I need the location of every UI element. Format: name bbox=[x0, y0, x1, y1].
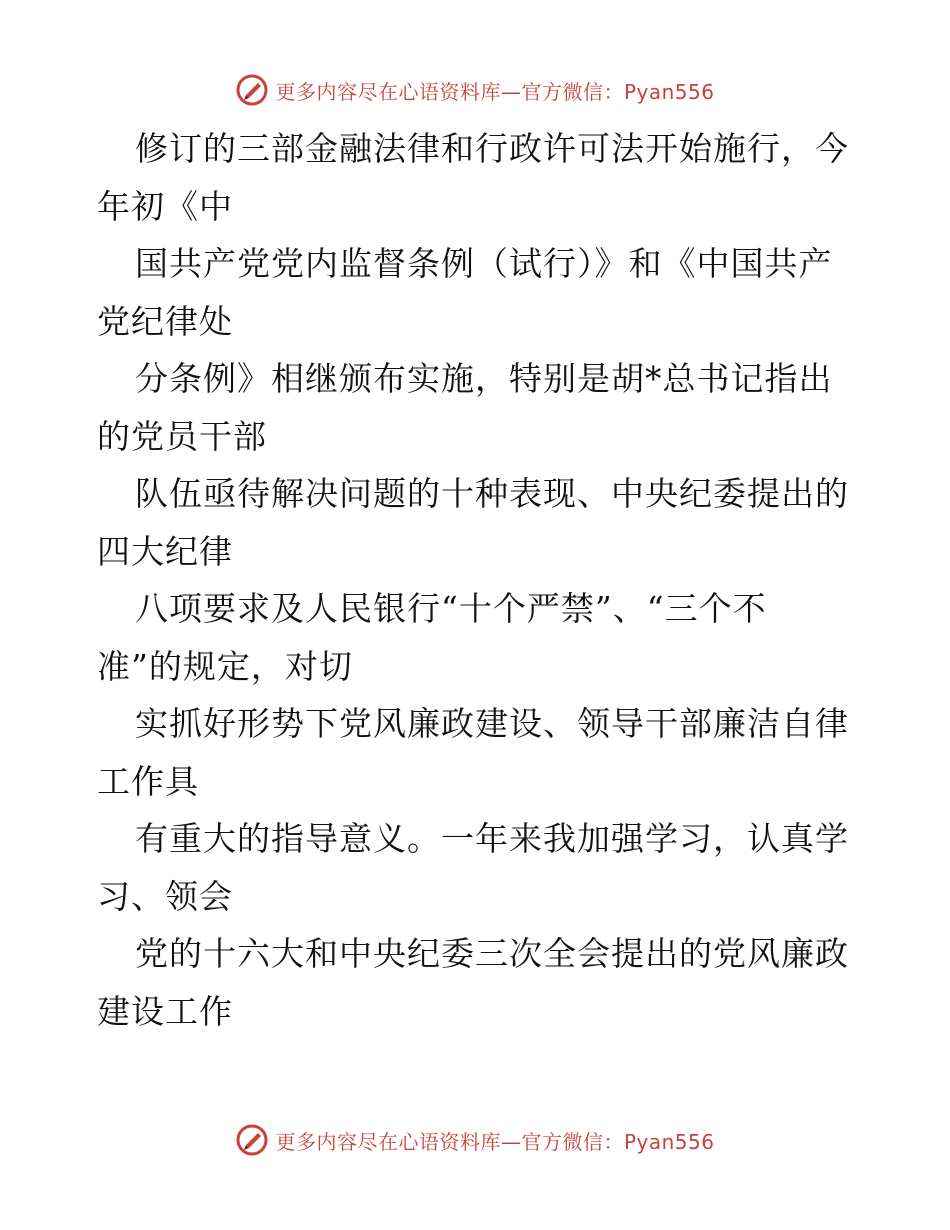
text-line: 队伍亟待解决问题的十种表现、中央纪委提出的 bbox=[135, 474, 849, 513]
banner-text: 更多内容尽在心语资料库—官方微信：Pyan556 bbox=[275, 79, 715, 104]
text-line: 年初《中 bbox=[97, 186, 233, 226]
text-line: 八项要求及人民银行“十个严禁”、“三个不 bbox=[135, 589, 767, 628]
text-line: 四大纪律 bbox=[97, 531, 233, 571]
text-line: 修订的三部金融法律和行政许可法开始施行，今 bbox=[135, 129, 849, 168]
text-line: 习、领会 bbox=[97, 876, 233, 916]
logo-icon bbox=[235, 73, 269, 107]
document-body bbox=[97, 120, 857, 1040]
text-line: 的党员干部 bbox=[97, 416, 267, 456]
text-line: 分条例》相继颁布实施，特别是胡*总书记指出 bbox=[135, 359, 833, 398]
text-line: 有重大的指导意义。一年来我加强学习，认真学 bbox=[135, 819, 849, 858]
text-line: 国共产党党内监督条例（试行）》和《中国共产 bbox=[135, 244, 833, 283]
header-banner bbox=[0, 70, 950, 110]
logo-icon bbox=[235, 1123, 269, 1157]
footer-banner bbox=[0, 1120, 950, 1160]
text-line: 工作具 bbox=[97, 761, 199, 801]
text-line: 建设工作 bbox=[97, 991, 233, 1031]
text-line: 党纪律处 bbox=[97, 301, 233, 341]
text-line: 准”的规定，对切 bbox=[97, 646, 353, 686]
text-line: 实抓好形势下党风廉政建设、领导干部廉洁自律 bbox=[135, 704, 849, 743]
banner-text: 更多内容尽在心语资料库—官方微信：Pyan556 bbox=[275, 1129, 715, 1154]
text-line: 党的十六大和中央纪委三次全会提出的党风廉政 bbox=[135, 934, 849, 973]
